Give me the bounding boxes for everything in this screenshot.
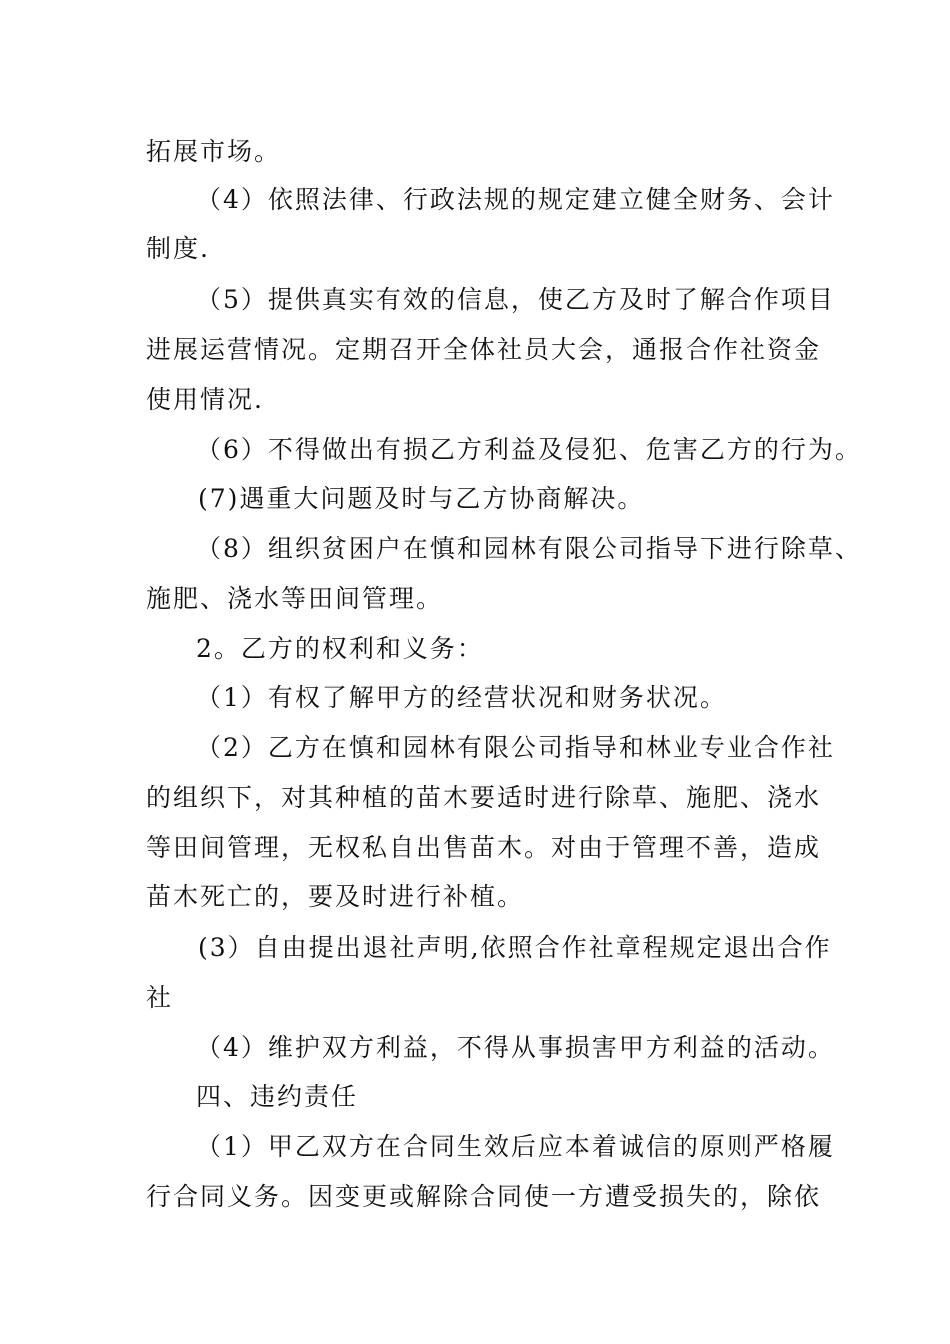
text-line: 拓展市场。 [146,137,282,166]
text-line: （1）甲乙双方在合同生效后应本着诚信的原则严格履 [196,1132,835,1161]
text-line: 行合同义务。因变更或解除合同使一方遭受损失的，除依 [146,1182,822,1211]
text-line: （6）不得做出有损乙方利益及侵犯、危害乙方的行为。 [196,435,862,464]
text-line: 制度. [146,234,210,263]
text-line: 进展运营情况。定期召开全体社员大会，通报合作社资金 [146,335,822,364]
text-line: (3）自由提出退社声明,依照合作社章程规定退出合作 [198,933,832,962]
section-heading: 四、违约责任 [196,1082,359,1111]
text-line: 等田间管理，无权私自出售苗木。对由于管理不善，造成 [146,833,822,862]
text-line: 使用情况. [146,385,264,414]
text-line: 社 [146,983,174,1012]
section-heading: 2。乙方的权利和义务： [196,634,484,663]
text-line: （8）组织贫困户在慎和园林有限公司指导下进行除草、 [196,534,862,563]
text-line: （1）有权了解甲方的经营状况和财务状况。 [196,683,727,712]
text-line: （2）乙方在慎和园林有限公司指导和林业专业合作社 [196,733,835,762]
text-line: （4）依照法律、行政法规的规定建立健全财务、会计 [196,185,835,214]
text-line: （5）提供真实有效的信息，使乙方及时了解合作项目 [196,285,835,314]
text-line: 的组织下，对其种植的苗木要适时进行除草、施肥、浇水 [146,783,822,812]
text-line: 苗木死亡的，要及时进行补植。 [146,882,525,911]
text-line: (7)遇重大问题及时与乙方协商解决。 [198,484,645,513]
text-line: （4）维护双方利益，不得从事损害甲方利益的活动。 [196,1033,835,1062]
text-line: 施肥、浇水等田间管理。 [146,584,444,613]
